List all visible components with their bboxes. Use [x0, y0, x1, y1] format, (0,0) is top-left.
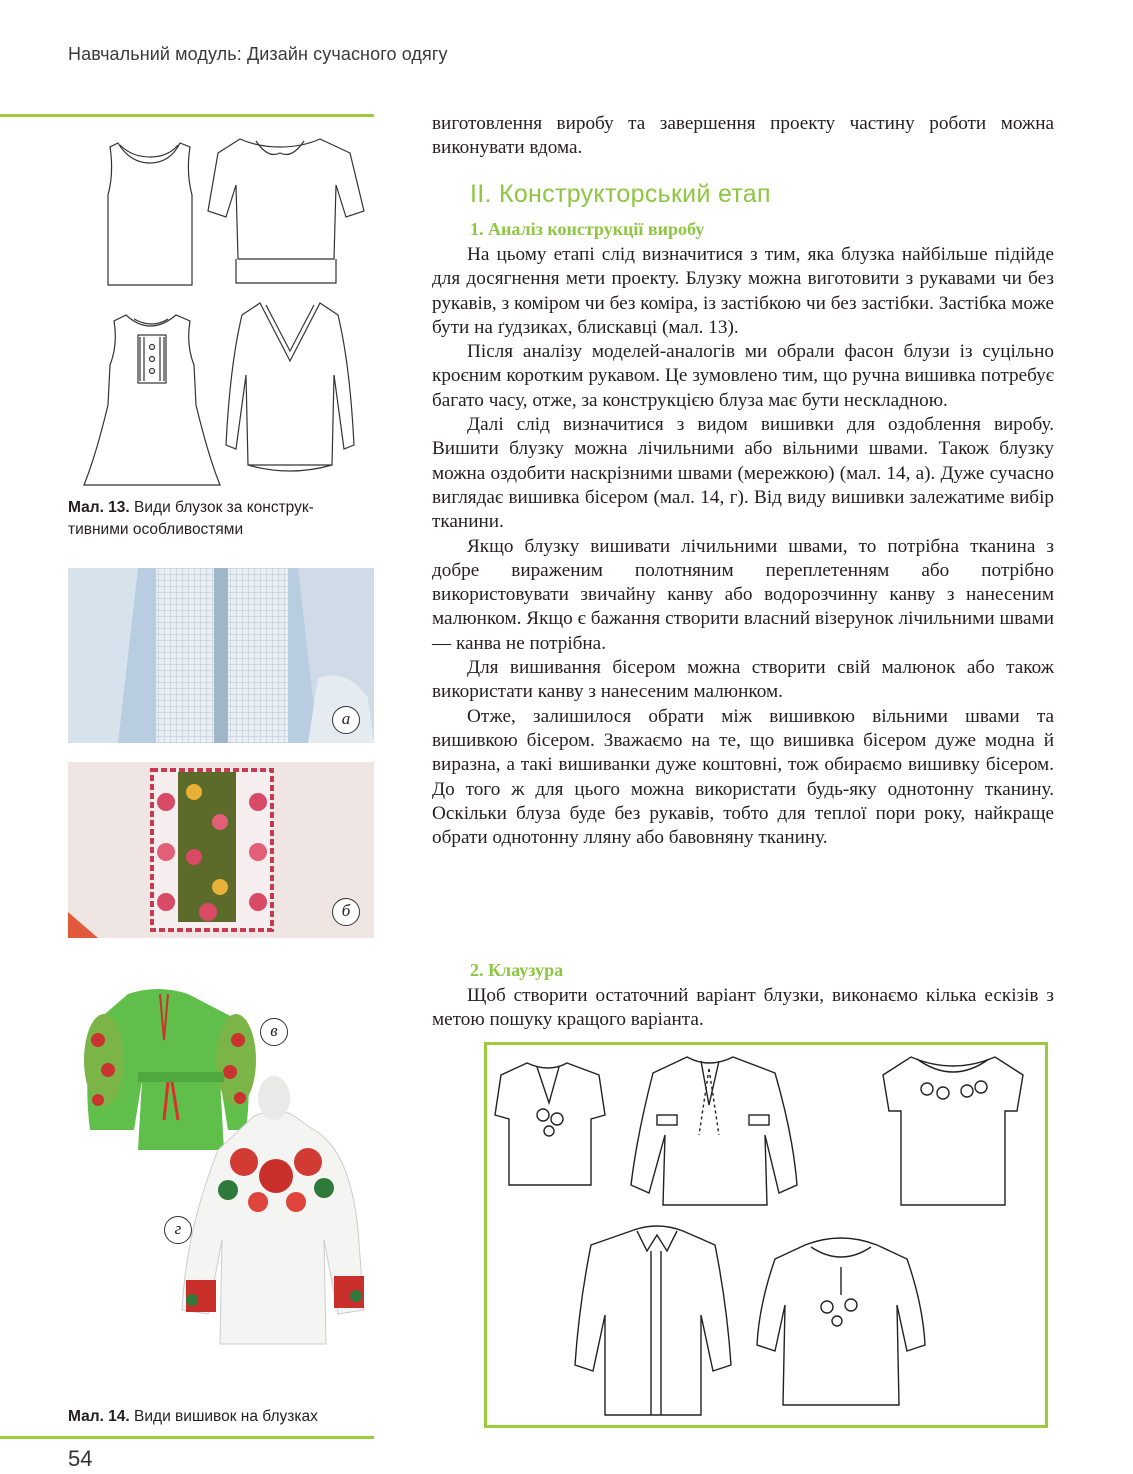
- running-head: Навчальний модуль: Дизайн сучасного одягу: [68, 44, 448, 64]
- bottom-rule: [0, 1436, 374, 1439]
- label-v: в: [260, 1018, 288, 1046]
- fig14-caption-label: Мал. 14.: [68, 1408, 130, 1425]
- subheading-2: 2. Клаузура: [470, 960, 564, 980]
- section-title: ІІ. Конструкторський етап: [470, 180, 771, 208]
- fig14-caption: [68, 1406, 368, 1428]
- paragraph-5: Для вишивання бісером можна створити свій малюнок або також використати канву з нанесеним малюнком.: [432, 657, 1054, 703]
- photo-beaded-blouses: [68, 980, 374, 1400]
- fig13-caption: [68, 497, 368, 541]
- paragraph-6: Отже, залишилося обрати між вишивкою вільними швами та вишивкою бісером. Зважаємо на те, що вишивка бісером дуже модна й виразна, а такі вишиванки дуже коштовні, тож обираємо вишивку бісером. До того ж для цього можна використати будь-яку однотонну тканину. Оскільки блуза буде без рукавів, тобто для теплої пори року, найкраще обрати однотонну лляну або бавовняну тканину.: [432, 705, 1054, 849]
- fig14-caption-text: Види вишивок на блузках: [129, 1408, 318, 1425]
- main-text-block: [432, 243, 1054, 850]
- fig13-blouse-drawings: [68, 125, 374, 495]
- fig13-caption-text: Види блузок за конструк-тивними особливостями: [68, 499, 314, 538]
- photo-cross-stitch-embroidery: [68, 762, 374, 938]
- paragraph-4: Якщо блузку вишивати лічильними швами, то потрібна тканина з добре вираженим полотняним переплетенням або потрібно використовувати звичайну канву або водорозчинну канву з нанесеним малюнком. Якщо є бажання створити власний візерунок лічильними швами — канва не потрібна.: [432, 535, 1054, 654]
- subheading-1: 1. Аналіз конструкції виробу: [470, 219, 705, 239]
- paragraph-7: Щоб створити остаточний варіант блузки, виконаємо кілька ескізів з метою пошуку кращого варіанта.: [432, 985, 1054, 1031]
- blouse-sketches-box: [484, 1042, 1048, 1428]
- top-rule: [0, 114, 374, 117]
- paragraph-1: На цьому етапі слід визначитися з тим, яка блузка найбільше підійде для досягнення мети проекту. Блузку можна виготовити з рукавами чи без рукавів, з коміром чи без коміра, із застібкою чи без застібки. Застібка може бути на ґудзиках, блискавці (мал. 13).: [432, 244, 1054, 338]
- label-b: б: [332, 898, 360, 926]
- paragraph-2: Після аналізу моделей-аналогів ми обрали фасон блузи із суцільно кроєним коротким рукавом. Це зумовлено тим, що ручна вишивка потребує багато часу, отже, за конструкцією блуза має бути нескладною.: [432, 341, 1054, 411]
- page-number: 54: [68, 1446, 93, 1471]
- intro-paragraph: виготовлення виробу та завершення проекту частину роботи можна виконувати вдома.: [432, 113, 1054, 159]
- paragraph-3: Далі слід визначитися з видом вишивки для оздоблення виробу. Вишити блузку можна лічильними або вільними швами. Також блузку можна оздобити наскрізними швами (мережкою) (мал. 14, а). Дуже сучасно виглядає вишивка бісером (мал. 14, г). Від виду вишивки залежатиме вибір тканини.: [432, 414, 1054, 533]
- fig13-caption-label: Мал. 13.: [68, 499, 130, 516]
- clausura-text-block: [432, 984, 1054, 1033]
- intro-paragraph-block: [432, 112, 1054, 161]
- label-g: г: [164, 1216, 192, 1244]
- photo-openwork-embroidery: [68, 568, 374, 743]
- label-a: а: [332, 706, 360, 734]
